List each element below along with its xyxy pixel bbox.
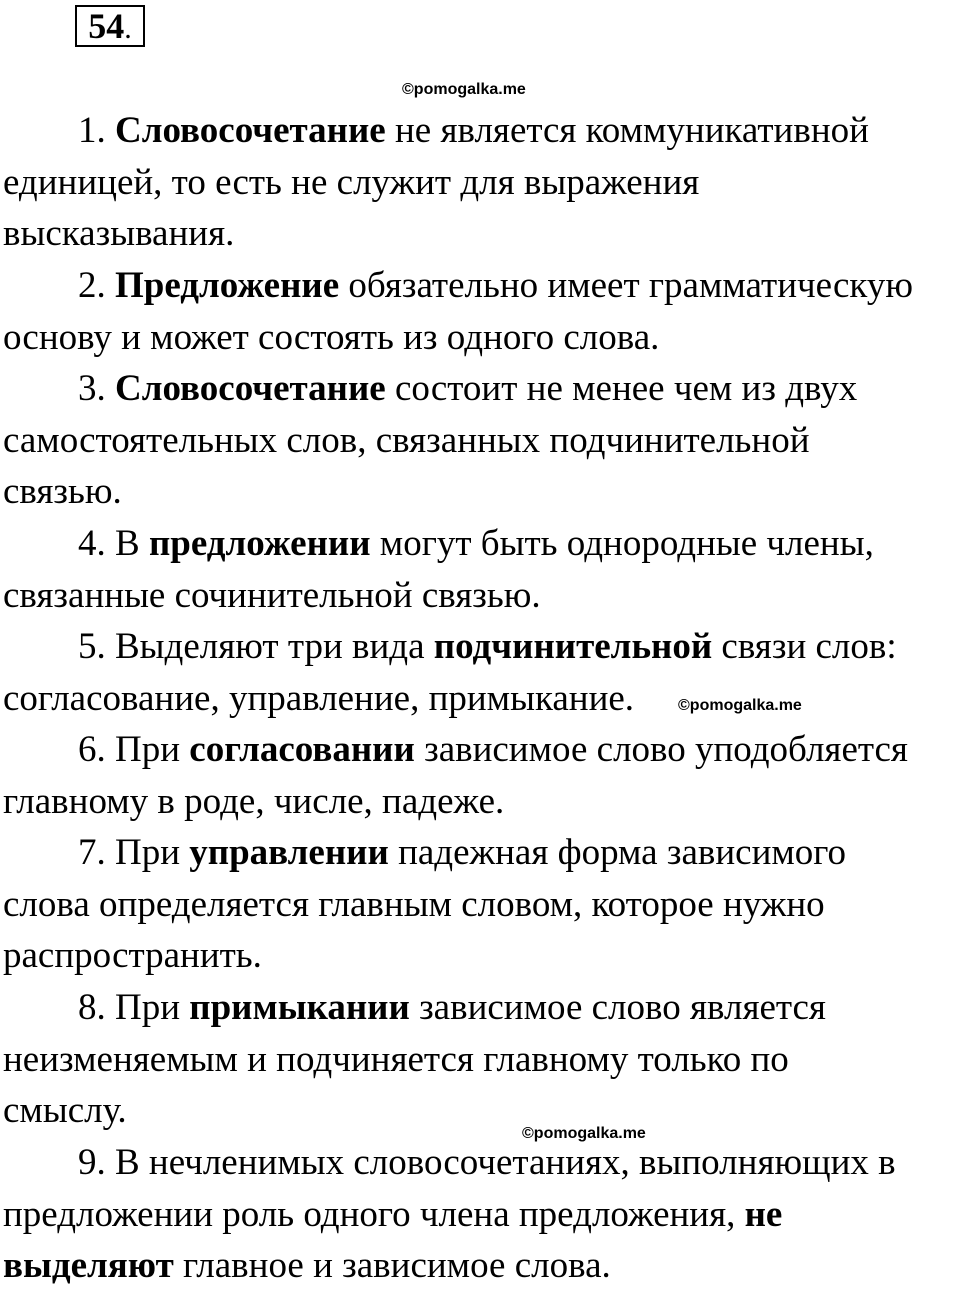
bold-term: выделяют — [3, 1245, 174, 1286]
answer-paragraph — [3, 363, 960, 518]
exercise-number-box — [75, 5, 145, 47]
text-line — [3, 1240, 960, 1292]
bold-term: предложении — [148, 523, 371, 564]
text-run: смыслу. — [3, 1090, 127, 1131]
text-run: самостоятельных слов, связанных подчинительной — [3, 419, 810, 461]
text-line — [3, 1034, 960, 1086]
watermark: ©pomogalka.me — [522, 1125, 646, 1142]
bold-term: примыкании — [189, 987, 410, 1028]
text-run: 7. При — [78, 832, 190, 873]
text-line — [3, 208, 960, 260]
text-run: 3. — [78, 368, 115, 409]
answer-paragraph — [3, 621, 960, 724]
text-run: обязательно имеет грамматическую — [339, 265, 913, 306]
text-run: состоит не менее чем из двух — [385, 368, 858, 409]
watermark: ©pomogalka.me — [678, 697, 802, 714]
bold-term: не — [744, 1193, 783, 1235]
text-run: главное и зависимое слова. — [173, 1245, 611, 1286]
bold-term: подчинительной — [433, 626, 713, 667]
text-line — [3, 776, 960, 828]
watermark: ©pomogalka.me — [402, 81, 526, 98]
text-line — [3, 930, 960, 982]
answer-paragraph — [3, 724, 960, 827]
answer-paragraph — [3, 827, 960, 982]
bold-term: Словосочетание — [115, 110, 386, 151]
text-run: согласование, управление, примыкание. — [3, 677, 635, 719]
text-run: 9. В нечленимых словосочетаниях, выполняющих в — [78, 1142, 896, 1183]
text-run: 8. При — [78, 987, 190, 1028]
answer-paragraph — [3, 1137, 960, 1292]
text-run: 6. При — [78, 729, 190, 770]
text-line — [3, 570, 960, 622]
text-run: неизменяемым и подчиняется главному только по — [3, 1038, 789, 1080]
text-line — [3, 260, 960, 312]
text-run: не является коммуникативной — [385, 110, 869, 151]
bold-term: управлении — [189, 832, 389, 873]
text-run: предложении роль одного члена предложения, — [3, 1193, 745, 1235]
text-line — [3, 1085, 960, 1137]
text-run: 5. Выделяют три вида — [78, 626, 434, 667]
text-run: единицей, то есть не служит для выражения — [3, 161, 700, 203]
text-run: слова определяется главным словом, которое нужно — [3, 883, 825, 925]
answer-paragraph — [3, 260, 960, 363]
answer-paragraph — [3, 518, 960, 621]
bold-term: Словосочетание — [115, 368, 386, 409]
bold-term: согласовании — [189, 729, 415, 770]
text-run: связью. — [3, 471, 122, 512]
text-line — [3, 673, 960, 725]
text-line — [3, 1137, 960, 1189]
exercise-number-dot: . — [124, 12, 132, 45]
text-run: падежная форма зависимого — [388, 832, 847, 873]
text-run: высказывания. — [3, 213, 235, 254]
answer-paragraph — [3, 982, 960, 1137]
exercise-number: 54 — [88, 6, 125, 46]
text-line — [3, 415, 960, 467]
text-line — [3, 466, 960, 518]
text-run: связанные сочинительной связью. — [3, 574, 541, 616]
text-run: 1. — [78, 110, 115, 151]
text-run: 2. — [78, 265, 115, 306]
text-line — [3, 827, 960, 879]
text-run: могут быть однородные члены, — [370, 523, 874, 564]
text-run: распространить. — [3, 935, 262, 976]
text-line — [3, 621, 960, 673]
text-line — [3, 1189, 960, 1241]
text-run: 4. В — [78, 523, 149, 564]
text-line — [3, 105, 960, 157]
text-line — [3, 157, 960, 209]
text-run: зависимое слово является — [409, 987, 826, 1028]
text-line — [3, 518, 960, 570]
bold-term: Предложение — [115, 265, 340, 306]
text-line — [3, 879, 960, 931]
text-run: главному в роде, числе, падеже. — [3, 780, 505, 822]
text-run: связи слов: — [712, 626, 897, 667]
text-line — [3, 363, 960, 415]
text-run: основу и может состоять из одного слова. — [3, 316, 660, 358]
text-line — [3, 312, 960, 364]
text-line — [3, 724, 960, 776]
text-run: зависимое слово уподобляется — [414, 729, 908, 770]
text-line — [3, 982, 960, 1034]
answer-paragraph — [3, 105, 960, 260]
